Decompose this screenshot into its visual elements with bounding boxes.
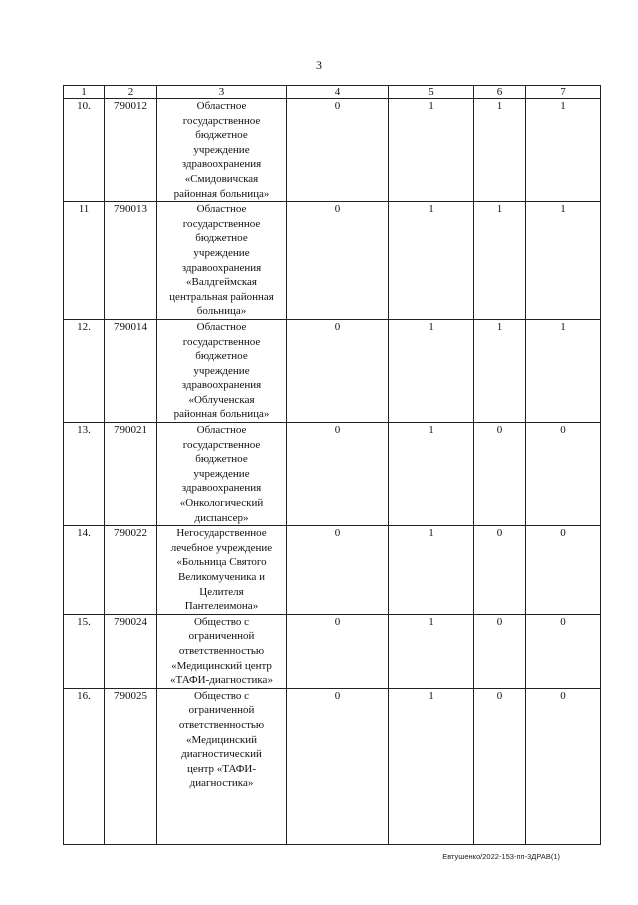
row-value-col7: 0 (526, 423, 601, 526)
row-value-col5: 1 (389, 688, 474, 844)
row-value-col7: 0 (526, 526, 601, 615)
row-value-col5: 1 (389, 319, 474, 422)
row-value-col7: 1 (526, 202, 601, 320)
row-code: 790025 (105, 688, 157, 844)
column-header: 6 (474, 86, 526, 99)
row-code: 790024 (105, 614, 157, 688)
table-row (64, 319, 601, 422)
column-header: 3 (157, 86, 287, 99)
row-value-col6: 0 (474, 688, 526, 844)
column-header: 1 (64, 86, 105, 99)
table-row (64, 688, 601, 844)
row-organization-name: Общество с ограниченной ответственностью «Медицинский диагностический центр «ТАФИ- диагностика» (157, 688, 287, 844)
footer-reference: Евтушенко/2022-153-пп-3ДРАВ(1) (442, 852, 560, 861)
row-value-col5: 1 (389, 99, 474, 202)
table-row (64, 99, 601, 202)
row-value-col7: 1 (526, 99, 601, 202)
table-row (64, 526, 601, 615)
table-row (64, 423, 601, 526)
row-organization-name: Негосударственное лечебное учреждение «Больница Святого Великомученика и Целителя Пантелеимона» (157, 526, 287, 615)
row-value-col7: 1 (526, 319, 601, 422)
row-value-col5: 1 (389, 614, 474, 688)
row-code: 790021 (105, 423, 157, 526)
row-value-col4: 0 (287, 319, 389, 422)
column-header: 2 (105, 86, 157, 99)
row-organization-name: Областное государственное бюджетное учреждение здравоохранения «Смидовичская районная больница» (157, 99, 287, 202)
row-value-col6: 1 (474, 202, 526, 320)
row-value-col5: 1 (389, 202, 474, 320)
row-number: 14. (64, 526, 105, 615)
row-value-col7: 0 (526, 688, 601, 844)
column-header: 7 (526, 86, 601, 99)
row-value-col4: 0 (287, 614, 389, 688)
row-organization-name: Областное государственное бюджетное учреждение здравоохранения «Облученская районная больница» (157, 319, 287, 422)
row-number: 13. (64, 423, 105, 526)
row-number: 11 (64, 202, 105, 320)
row-value-col4: 0 (287, 688, 389, 844)
row-organization-name: Областное государственное бюджетное учреждение здравоохранения «Валдгеймская центральная районная больница» (157, 202, 287, 320)
row-value-col4: 0 (287, 423, 389, 526)
row-organization-name: Областное государственное бюджетное учреждение здравоохранения «Онкологический диспансер» (157, 423, 287, 526)
row-number: 12. (64, 319, 105, 422)
row-value-col7: 0 (526, 614, 601, 688)
row-code: 790022 (105, 526, 157, 615)
row-value-col5: 1 (389, 423, 474, 526)
row-number: 15. (64, 614, 105, 688)
row-number: 10. (64, 99, 105, 202)
row-value-col6: 1 (474, 319, 526, 422)
row-code: 790013 (105, 202, 157, 320)
row-value-col6: 0 (474, 526, 526, 615)
row-value-col4: 0 (287, 202, 389, 320)
row-value-col4: 0 (287, 526, 389, 615)
row-organization-name: Общество с ограниченной ответственностью «Медицинский центр «ТАФИ-диагностика» (157, 614, 287, 688)
row-value-col6: 0 (474, 614, 526, 688)
row-value-col5: 1 (389, 526, 474, 615)
column-header: 5 (389, 86, 474, 99)
row-number: 16. (64, 688, 105, 844)
row-value-col6: 0 (474, 423, 526, 526)
row-value-col6: 1 (474, 99, 526, 202)
column-header: 4 (287, 86, 389, 99)
table-row (64, 614, 601, 688)
table-header-row (64, 86, 601, 99)
row-value-col4: 0 (287, 99, 389, 202)
page-number: 3 (316, 58, 322, 72)
row-code: 790014 (105, 319, 157, 422)
table-row (64, 202, 601, 320)
row-code: 790012 (105, 99, 157, 202)
data-table (63, 85, 601, 845)
